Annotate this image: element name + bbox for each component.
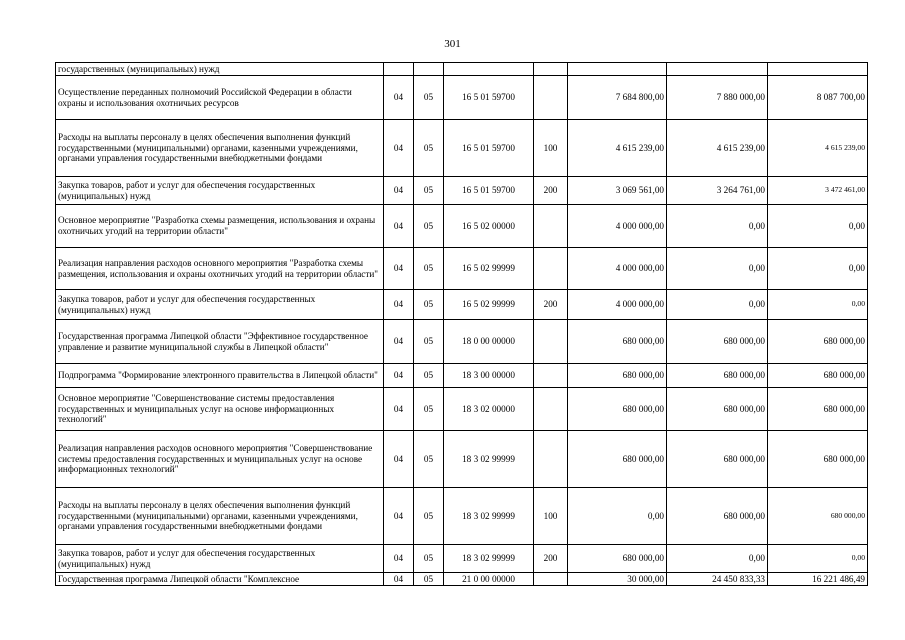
table-row [56, 248, 868, 290]
subsection-code-cell: 05 [414, 431, 444, 488]
amount-year2-cell: 24 450 833,33 [667, 573, 768, 586]
amount-year2-cell: 0,00 [667, 545, 768, 573]
amount-year3-cell: 680 000,00 [768, 488, 868, 545]
expense-type-cell: 100 [534, 120, 568, 177]
section-code-cell [384, 63, 414, 76]
section-code-cell: 04 [384, 120, 414, 177]
amount-year3-cell: 0,00 [768, 545, 868, 573]
subsection-code-cell: 05 [414, 248, 444, 290]
target-article-cell: 18 0 00 00000 [444, 320, 534, 364]
expense-type-cell [534, 573, 568, 586]
expense-type-cell [534, 431, 568, 488]
amount-year1-cell: 0,00 [568, 488, 667, 545]
expense-type-cell [534, 205, 568, 248]
expense-name-cell: Осуществление переданных полномочий Российской Федерации в области охраны и использования охотничьих ресурсов [56, 76, 384, 120]
expense-type-cell [534, 63, 568, 76]
subsection-code-cell [414, 63, 444, 76]
table-row [56, 364, 868, 388]
subsection-code-cell: 05 [414, 364, 444, 388]
expense-type-cell: 100 [534, 488, 568, 545]
amount-year2-cell: 0,00 [667, 290, 768, 320]
subsection-code-cell: 05 [414, 320, 444, 364]
target-article-cell: 16 5 01 59700 [444, 76, 534, 120]
target-article-cell: 18 3 02 00000 [444, 388, 534, 431]
amount-year2-cell: 680 000,00 [667, 488, 768, 545]
expense-type-cell [534, 364, 568, 388]
amount-year1-cell: 4 000 000,00 [568, 290, 667, 320]
amount-year3-cell: 16 221 486,49 [768, 573, 868, 586]
amount-year1-cell: 680 000,00 [568, 320, 667, 364]
amount-year2-cell: 680 000,00 [667, 388, 768, 431]
expense-name-cell: Расходы на выплаты персоналу в целях обеспечения выполнения функций государственными (муниципальными) органами, казенными учреждениями, органами управления государственными внебюджетными фондами [56, 120, 384, 177]
subsection-code-cell: 05 [414, 290, 444, 320]
amount-year1-cell: 680 000,00 [568, 545, 667, 573]
table-row [56, 76, 868, 120]
expense-name-cell: Реализация направления расходов основного мероприятия "Разработка схемы размещения, использования и охраны охотничьих угодий на территории области" [56, 248, 384, 290]
table-row [56, 573, 868, 586]
amount-year1-cell: 680 000,00 [568, 388, 667, 431]
amount-year3-cell: 0,00 [768, 205, 868, 248]
table-body [56, 63, 868, 586]
target-article-cell: 18 3 02 99999 [444, 488, 534, 545]
amount-year3-cell: 680 000,00 [768, 431, 868, 488]
subsection-code-cell: 05 [414, 120, 444, 177]
section-code-cell: 04 [384, 205, 414, 248]
amount-year1-cell: 4 000 000,00 [568, 248, 667, 290]
section-code-cell: 04 [384, 364, 414, 388]
amount-year3-cell: 0,00 [768, 248, 868, 290]
page-number: 301 [444, 38, 461, 50]
table-row [56, 431, 868, 488]
section-code-cell: 04 [384, 248, 414, 290]
target-article-cell: 16 5 02 99999 [444, 248, 534, 290]
amount-year2-cell: 4 615 239,00 [667, 120, 768, 177]
amount-year1-cell [568, 63, 667, 76]
expense-name-cell: Государственная программа Липецкой области "Эффективное государственное управление и развитие муниципальной службы в Липецкой области" [56, 320, 384, 364]
expense-name-cell: Подпрограмма "Формирование электронного правительства в Липецкой области" [56, 364, 384, 388]
amount-year3-cell: 680 000,00 [768, 388, 868, 431]
section-code-cell: 04 [384, 177, 414, 205]
expense-type-cell [534, 388, 568, 431]
expense-name-cell: Основное мероприятие "Разработка схемы размещения, использования и охраны охотничьих угодий на территории области" [56, 205, 384, 248]
target-article-cell: 18 3 02 99999 [444, 431, 534, 488]
target-article-cell: 16 5 02 00000 [444, 205, 534, 248]
subsection-code-cell: 05 [414, 205, 444, 248]
section-code-cell: 04 [384, 320, 414, 364]
amount-year2-cell: 0,00 [667, 205, 768, 248]
expense-type-cell [534, 76, 568, 120]
table-row [56, 488, 868, 545]
amount-year2-cell [667, 63, 768, 76]
amount-year3-cell: 8 087 700,00 [768, 76, 868, 120]
section-code-cell: 04 [384, 573, 414, 586]
amount-year2-cell: 680 000,00 [667, 364, 768, 388]
table-row [56, 63, 868, 76]
target-article-cell: 16 5 02 99999 [444, 290, 534, 320]
expense-name-cell: Государственная программа Липецкой области "Комплексное [56, 573, 384, 586]
expense-name-cell: Закупка товаров, работ и услуг для обеспечения государственных (муниципальных) нужд [56, 177, 384, 205]
section-code-cell: 04 [384, 545, 414, 573]
target-article-cell: 16 5 01 59700 [444, 120, 534, 177]
expense-type-cell: 200 [534, 290, 568, 320]
table-row [56, 545, 868, 573]
amount-year3-cell: 680 000,00 [768, 320, 868, 364]
amount-year3-cell: 0,00 [768, 290, 868, 320]
target-article-cell: 18 3 00 00000 [444, 364, 534, 388]
amount-year1-cell: 4 615 239,00 [568, 120, 667, 177]
expense-name-cell: Основное мероприятие "Совершенствование системы предоставления государственных и муниципальных услуг на основе информационных технологий" [56, 388, 384, 431]
subsection-code-cell: 05 [414, 388, 444, 431]
amount-year2-cell: 3 264 761,00 [667, 177, 768, 205]
subsection-code-cell: 05 [414, 76, 444, 120]
amount-year1-cell: 7 684 800,00 [568, 76, 667, 120]
expense-type-cell [534, 320, 568, 364]
amount-year2-cell: 0,00 [667, 248, 768, 290]
expense-name-cell: Закупка товаров, работ и услуг для обеспечения государственных (муниципальных) нужд [56, 545, 384, 573]
section-code-cell: 04 [384, 431, 414, 488]
expense-type-cell: 200 [534, 177, 568, 205]
expense-name-cell: Закупка товаров, работ и услуг для обеспечения государственных (муниципальных) нужд [56, 290, 384, 320]
section-code-cell: 04 [384, 76, 414, 120]
target-article-cell: 21 0 00 00000 [444, 573, 534, 586]
expense-name-cell: государственных (муниципальных) нужд [56, 63, 384, 76]
amount-year2-cell: 680 000,00 [667, 431, 768, 488]
target-article-cell: 18 3 02 99999 [444, 545, 534, 573]
expense-name-cell: Расходы на выплаты персоналу в целях обеспечения выполнения функций государственными (муниципальными) органами, казенными учреждениями, органами управления государственными внебюджетными фондами [56, 488, 384, 545]
table-row [56, 205, 868, 248]
amount-year1-cell: 680 000,00 [568, 431, 667, 488]
amount-year1-cell: 4 000 000,00 [568, 205, 667, 248]
expense-type-cell: 200 [534, 545, 568, 573]
budget-table [55, 62, 868, 586]
section-code-cell: 04 [384, 290, 414, 320]
amount-year1-cell: 680 000,00 [568, 364, 667, 388]
table-row [56, 177, 868, 205]
section-code-cell: 04 [384, 388, 414, 431]
subsection-code-cell: 05 [414, 177, 444, 205]
table-row [56, 388, 868, 431]
target-article-cell: 16 5 01 59700 [444, 177, 534, 205]
amount-year1-cell: 30 000,00 [568, 573, 667, 586]
subsection-code-cell: 05 [414, 545, 444, 573]
expense-type-cell [534, 248, 568, 290]
subsection-code-cell: 05 [414, 488, 444, 545]
section-code-cell: 04 [384, 488, 414, 545]
amount-year2-cell: 7 880 000,00 [667, 76, 768, 120]
table-row [56, 320, 868, 364]
amount-year3-cell [768, 63, 868, 76]
target-article-cell [444, 63, 534, 76]
amount-year1-cell: 3 069 561,00 [568, 177, 667, 205]
table-row [56, 290, 868, 320]
amount-year2-cell: 680 000,00 [667, 320, 768, 364]
amount-year3-cell: 4 615 239,00 [768, 120, 868, 177]
table-row [56, 120, 868, 177]
expense-name-cell: Реализация направления расходов основного мероприятия "Совершенствование системы предоставления государственных и муниципальных услуг на основе информационных технологий" [56, 431, 384, 488]
amount-year3-cell: 680 000,00 [768, 364, 868, 388]
subsection-code-cell: 05 [414, 573, 444, 586]
amount-year3-cell: 3 472 461,00 [768, 177, 868, 205]
